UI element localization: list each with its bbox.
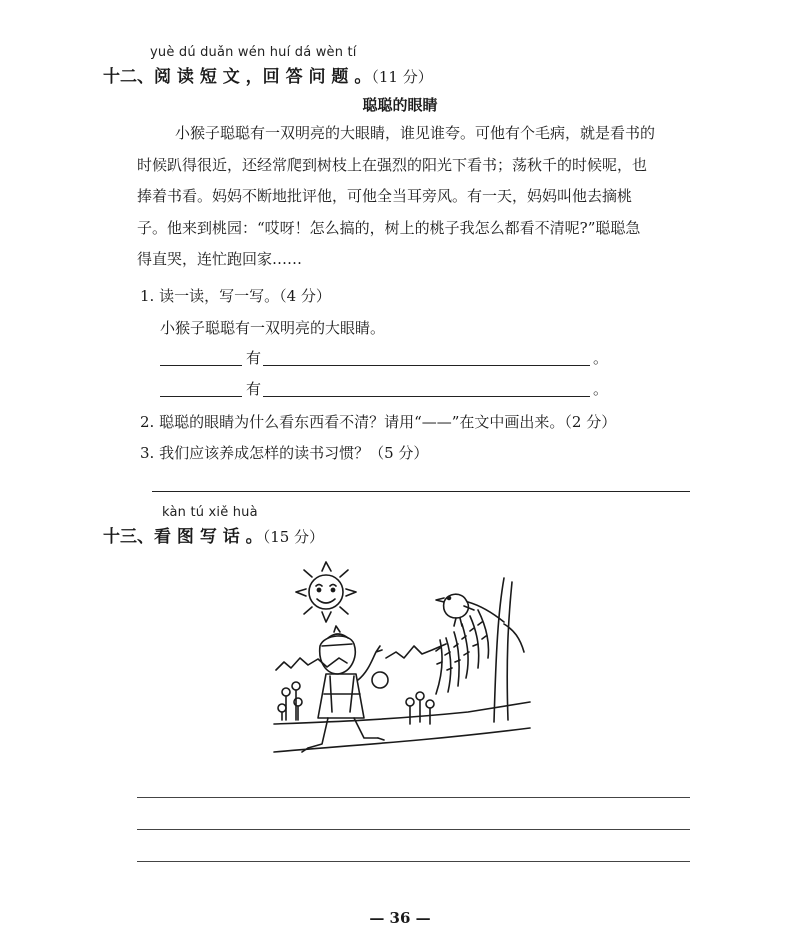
writing-line[interactable] <box>137 797 690 798</box>
passage-line: 捧着书看。妈妈不断地批评他，可他全当耳旁风。有一天，妈妈叫他去摘桃 <box>137 187 633 205</box>
writing-line[interactable] <box>137 861 690 862</box>
answer-blank-1b[interactable] <box>263 365 590 366</box>
question-2: 2. 聪聪的眼睛为什么看东西看不清？请用“——”在文中画出来。（2 分） <box>140 413 617 431</box>
sun-icon <box>296 562 356 622</box>
question-3: 3. 我们应该养成怎样的读书习惯？（5 分） <box>140 444 429 462</box>
writing-line[interactable] <box>137 829 690 830</box>
question-1: 1. 读一读，写一写。（4 分） <box>140 287 331 305</box>
question-1-example: 小猴子聪聪有一双明亮的大眼睛。 <box>160 319 386 337</box>
passage-line: 小猴子聪聪有一双明亮的大眼睛，谁见谁夸。可他有个毛病，就是看书的 <box>175 124 656 142</box>
passage-line: 子。他来到桃园：“哎呀！怎么搞的，树上的桃子我怎么都看不清呢?”聪聪急 <box>137 218 641 237</box>
ground-path <box>274 702 530 752</box>
boy-figure <box>302 626 388 752</box>
passage-line: 得直哭，连忙跑回家…… <box>137 250 303 268</box>
bird-icon <box>436 594 474 626</box>
page-number: — 36 — <box>369 909 431 927</box>
hills <box>276 644 446 670</box>
section12-pinyin: yuè dú duǎn wén huí dá wèn tí <box>150 45 357 60</box>
answer-blank-2b[interactable] <box>263 396 590 397</box>
section13-score: （15 分） <box>262 528 325 546</box>
section12-score: （11 分） <box>371 68 433 86</box>
section12-number: 十二、 <box>103 67 154 87</box>
blank-word: 有 <box>246 380 262 398</box>
section13-title: 看 图 写 话 。 <box>154 527 263 547</box>
section12-title: 阅 读 短 文 ，回 答 问 题 。 <box>154 67 372 87</box>
section13-number: 十三、 <box>103 527 154 547</box>
picture-illustration <box>268 552 533 762</box>
section12-heading <box>103 62 433 87</box>
section13-pinyin: kàn tú xiě huà <box>162 505 258 520</box>
section13-heading <box>103 522 324 547</box>
sentence-period: 。 <box>593 349 609 367</box>
passage-line: 时候趴得很近，还经常爬到树枝上在强烈的阳光下看书；荡秋千的时候呢，也 <box>137 155 648 174</box>
answer-blank-2a[interactable] <box>160 396 242 397</box>
passage-body <box>137 118 655 276</box>
answer-line-q3[interactable] <box>152 491 690 492</box>
answer-blank-1a[interactable] <box>160 365 242 366</box>
sentence-period: 。 <box>593 380 609 398</box>
blank-word: 有 <box>246 349 262 367</box>
passage-title: 聪聪的眼睛 <box>362 96 438 114</box>
